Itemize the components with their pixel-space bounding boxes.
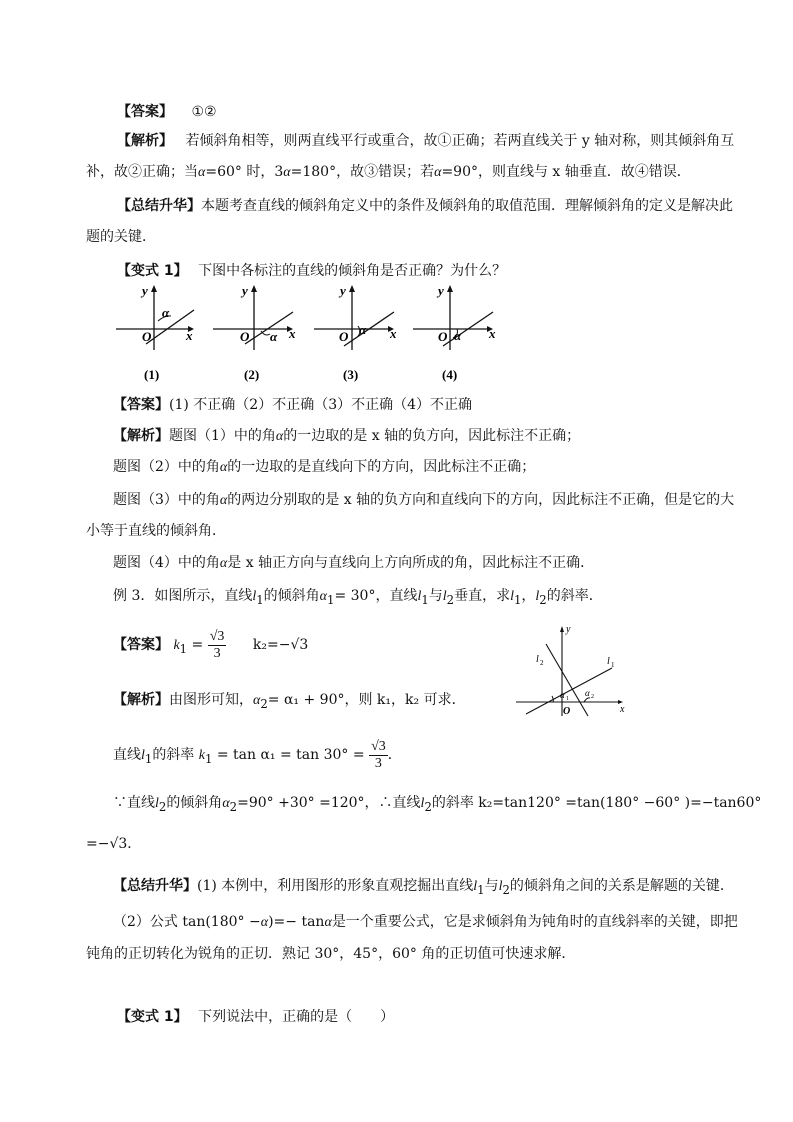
denominator: 3 (213, 645, 221, 661)
alpha-label: α (162, 305, 170, 320)
alpha2-label: α (585, 688, 590, 698)
text: 的斜率 k₂=tan120° =tan(180° −60° )=−tan60° (431, 795, 762, 811)
text: ． (387, 747, 402, 763)
x-label: x (289, 326, 296, 341)
answer-label: 【答案】 (113, 397, 169, 413)
y-label: y (340, 283, 346, 298)
k1-calculation (113, 738, 402, 776)
answer-label: 【答案】 (113, 637, 169, 653)
text: 题图（2）中的角 (113, 459, 220, 475)
explanation-text: 若倾斜角相等，则两直线平行或重合，故①正确；若两直线关于 y 轴对称，则其倾斜角互 (185, 133, 735, 149)
subscript: 1 (327, 592, 335, 607)
y-label: y (566, 624, 571, 635)
explanation-2-line-4: 小等于直线的倾斜角． (86, 523, 226, 539)
explanation-2-line-3 (113, 490, 734, 511)
figure-1 (116, 283, 194, 382)
l1-subscript: 1 (611, 661, 615, 669)
angle-arc (552, 696, 553, 702)
figure-2 (213, 283, 296, 382)
variant-label: 【变式 1】 (117, 263, 188, 279)
alpha-symbol: α (260, 915, 269, 930)
l-symbol: l (510, 589, 514, 604)
sqrt3: √3 (290, 637, 309, 653)
answer-3: 【答案】 $k_1$ = $\frac{√3}{3}$ k₂=−√3 (113, 628, 309, 661)
text: 的一边取的是直线向下的方向，因此标注不正确； (227, 459, 536, 475)
alpha-symbol: α (324, 915, 332, 930)
l2-subscript: 2 (540, 659, 544, 667)
alpha2-subscript: 2 (591, 694, 594, 700)
text: )=− tan (268, 914, 325, 930)
subscript: 1 (421, 592, 429, 607)
alpha-symbol: α (198, 165, 206, 180)
angle-arc (261, 331, 270, 335)
text: 直线 (113, 747, 141, 763)
variant-2-question (117, 1007, 394, 1027)
y-label: y (242, 283, 248, 298)
summary-3-line-2 (113, 912, 738, 933)
subscript: 2 (502, 882, 510, 897)
y-arrow (151, 285, 157, 292)
equation: = α₁ + 90° (267, 692, 345, 708)
subscript: 2 (424, 799, 432, 814)
text: 例 3．如图所示，直线 (113, 588, 253, 604)
explanation-2-line-2 (113, 457, 535, 478)
example-3-figure (512, 620, 632, 720)
angle-figures (108, 282, 508, 390)
subscript: 2 (260, 696, 268, 711)
alpha-symbol: α (219, 493, 228, 508)
text: ， (521, 588, 536, 604)
figure-4 (413, 283, 496, 382)
subscript: 2 (158, 799, 167, 814)
text: (1) 本例中，利用图形的形象直观挖掘出直线 (197, 878, 474, 894)
figure-caption: (1) (144, 367, 160, 382)
because-line-2 (86, 834, 141, 854)
summary-3-line-1 (113, 876, 734, 900)
text: 题图（4）中的角 (113, 555, 220, 571)
text: 的斜率． (546, 588, 603, 604)
text: ，直线 (375, 588, 418, 604)
l-symbol: l (498, 879, 503, 894)
alpha-symbol: α (434, 165, 442, 180)
text: 题图（3）中的角 (113, 492, 220, 508)
y-arrow (349, 285, 355, 292)
y-arrow (251, 285, 257, 292)
origin-label: O (438, 329, 448, 344)
text: 补，故②正确；当 (86, 164, 198, 180)
text: =90°，则直线与 x 轴垂直．故④错误． (441, 164, 691, 180)
explanation-2-line-5 (113, 553, 594, 574)
subscript: 1 (513, 592, 522, 607)
summary-1-line-2: 题的关键． (86, 229, 156, 245)
explanation-1-line-1 (117, 131, 734, 151)
subscript: 2 (229, 799, 238, 814)
fraction (369, 739, 388, 772)
text: =− (86, 836, 110, 852)
explanation-1-line-2 (86, 162, 691, 183)
answer-2 (113, 395, 472, 415)
text: 的两边分别取的是 x 轴的负方向和直线向下的方向，因此标注不正确，但是它的大 (227, 492, 735, 508)
answer-text: (1) 不正确（2）不正确（3）不正确（4）不正确 (169, 397, 473, 413)
sqrt3: √3 (109, 836, 128, 852)
equation: = tan α₁ = tan 30° = (216, 747, 365, 763)
k2-value: k₂=− (252, 637, 291, 653)
alpha-symbol: α (319, 589, 328, 604)
text: 与 (428, 588, 443, 604)
alpha-label: α (359, 322, 367, 337)
text: 的倾斜角 (263, 588, 320, 604)
answer-text: ①② (191, 104, 217, 120)
y-label: y (142, 283, 148, 298)
angle-arc (584, 698, 590, 702)
l2-label: l (536, 654, 539, 665)
explanation-label: 【解析】 (117, 133, 173, 149)
summary-label: 【总结升华】 (117, 198, 201, 214)
origin-label: O (563, 706, 571, 717)
figure-3 (314, 283, 397, 382)
text: ，则 k₁，k₂ 可求． (344, 692, 466, 708)
subscript: 1 (256, 592, 264, 607)
alpha1-label: α (560, 690, 565, 700)
l-symbol: l (252, 589, 257, 604)
subscript: 2 (539, 592, 547, 607)
k-symbol: k (173, 638, 180, 653)
text: （2）公式 tan(180° − (113, 914, 261, 930)
subscript: 1 (204, 751, 213, 766)
example-3-question (113, 586, 603, 610)
figure-caption: (4) (442, 367, 458, 382)
text: =60° 时，3 (205, 164, 284, 180)
text: 是 x 轴正方向与直线向上方向所成的角，因此标注不正确． (227, 555, 595, 571)
text: 题图（1）中的角 (169, 428, 276, 444)
l-symbol: l (417, 589, 422, 604)
alpha-symbol: α (222, 796, 230, 811)
alpha-symbol: α (219, 460, 228, 475)
figure-caption: (2) (244, 367, 260, 382)
l1-label: l (607, 656, 610, 667)
text: 的倾斜角之间的关系是解题的关键． (509, 878, 734, 894)
l-symbol: l (420, 796, 425, 811)
line (245, 312, 293, 344)
explanation-2-line-1 (113, 426, 580, 447)
answer-label: 【答案】 (117, 104, 173, 120)
subscript: 1 (179, 641, 188, 656)
alpha-symbol: α (253, 693, 261, 708)
l-symbol: l (473, 879, 478, 894)
alpha1-subscript: 1 (566, 696, 569, 702)
text: 的斜率 (152, 747, 195, 763)
text: 垂直，求 (454, 588, 511, 604)
variant-1-question (117, 261, 506, 281)
x-label: x (620, 704, 625, 715)
text: 的倾斜角 (166, 795, 223, 811)
answer-1 (117, 102, 217, 122)
text: 由图形可知， (169, 692, 253, 708)
text: =90° +30° =120°，∴直线 (237, 795, 421, 811)
origin-label: O (142, 329, 152, 344)
explanation-label: 【解析】 (113, 428, 169, 444)
summary-1-line-1 (117, 196, 733, 216)
alpha-label: α (454, 328, 462, 343)
x-label: x (489, 326, 496, 341)
equation: = 30° (334, 588, 376, 604)
explanation-label: 【解析】 (113, 692, 169, 708)
summary-text: 本题考查直线的倾斜角定义中的条件及倾斜角的取值范围．理解倾斜角的定义是解决此 (201, 198, 733, 214)
y-arrow (560, 626, 564, 632)
alpha-label: α (270, 329, 278, 344)
fraction (208, 629, 227, 662)
subscript: 2 (446, 592, 455, 607)
l-symbol: l (442, 589, 447, 604)
because-line (113, 793, 761, 817)
subscript: 1 (477, 882, 485, 897)
l-symbol: l (155, 796, 159, 811)
y-arrow (447, 285, 453, 292)
text: ． (127, 836, 142, 852)
variant-text: 下列说法中，正确的是（ ） (198, 1009, 395, 1025)
figure-caption: (3) (343, 367, 359, 382)
alpha-symbol: α (275, 429, 284, 444)
variant-label: 【变式 1】 (117, 1009, 188, 1025)
alpha-symbol: α (219, 556, 228, 571)
text: ∵直线 (113, 795, 155, 811)
k-symbol: k (198, 748, 205, 763)
l-symbol: l (141, 748, 145, 763)
explanation-3 (113, 690, 466, 714)
x-label: x (186, 328, 193, 343)
subscript: 1 (144, 751, 153, 766)
y-label: y (438, 283, 444, 298)
denominator: 3 (374, 755, 382, 771)
summary-3-line-3: 钝角的正切转化为锐角的正切．熟记 30°，45°，60° 角的正切值可快速求解． (86, 946, 576, 962)
variant-text: 下图中各标注的直线的倾斜角是否正确？为什么？ (198, 263, 507, 279)
summary-label: 【总结升华】 (113, 878, 197, 894)
x-label: x (390, 326, 397, 341)
alpha-symbol: α (283, 165, 291, 180)
text: =180°，故③错误；若 (290, 164, 435, 180)
origin-label: O (339, 329, 349, 344)
text: 是一个重要公式，它是求倾斜角为钝角时的直线斜率的关键，即把 (331, 914, 738, 930)
text: 的一边取的是 x 轴的负方向，因此标注不正确； (283, 428, 581, 444)
l-symbol: l (535, 589, 540, 604)
text: 与 (484, 878, 499, 894)
origin-label: O (240, 329, 250, 344)
numerator: √3 (371, 738, 386, 754)
numerator: √3 (209, 628, 225, 644)
